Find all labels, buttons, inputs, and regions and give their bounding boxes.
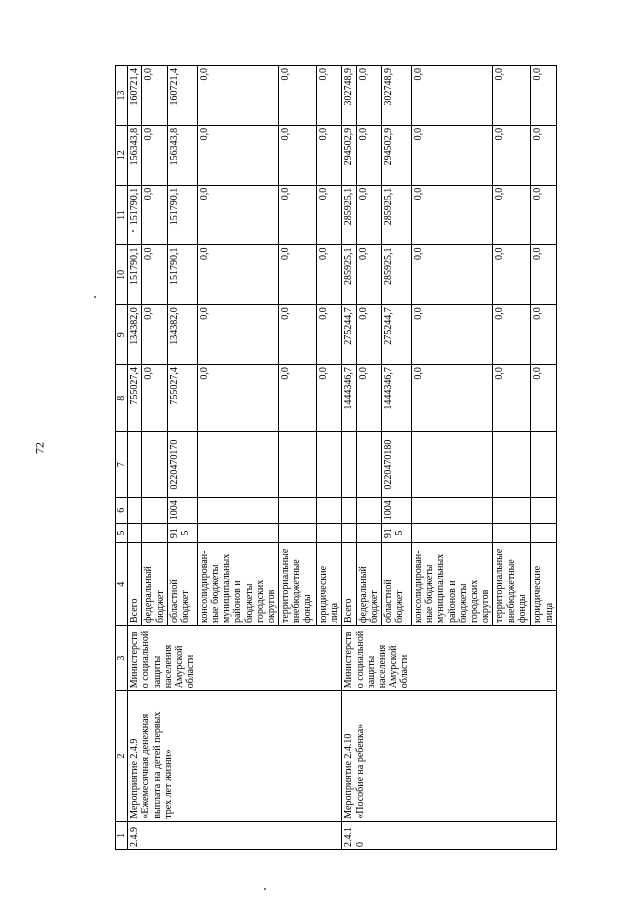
amount-cell: 0,0 bbox=[356, 185, 381, 245]
target-article-code bbox=[128, 432, 142, 497]
grbs-code bbox=[342, 523, 356, 543]
amount-cell: 0,0 bbox=[142, 66, 167, 126]
section-code: 1004 bbox=[382, 497, 412, 523]
header-cell: 10 bbox=[116, 245, 128, 305]
amount-cell: 0,0 bbox=[356, 305, 381, 365]
amount-cell: 0,0 bbox=[197, 185, 278, 245]
target-article-code bbox=[356, 432, 381, 497]
amount-cell: 0,0 bbox=[197, 125, 278, 185]
amount-cell: 0,0 bbox=[356, 66, 381, 126]
amount-cell: 302748,9 bbox=[342, 66, 356, 126]
section-code bbox=[531, 497, 556, 523]
amount-cell: 0,0 bbox=[279, 185, 317, 245]
amount-cell: 755027,4 bbox=[167, 365, 197, 432]
amount-cell: 0,0 bbox=[142, 365, 167, 432]
amount-cell: 0,0 bbox=[317, 245, 342, 305]
amount-cell: 0,0 bbox=[531, 365, 556, 432]
grbs-code: 915 bbox=[167, 523, 197, 543]
amount-cell: 160721,4 bbox=[167, 66, 197, 126]
amount-cell: 0,0 bbox=[493, 245, 531, 305]
amount-cell: 0,0 bbox=[493, 305, 531, 365]
amount-cell: 0,0 bbox=[279, 66, 317, 126]
amount-cell: 0,0 bbox=[531, 245, 556, 305]
amount-cell: 0,0 bbox=[279, 125, 317, 185]
section-code bbox=[128, 497, 142, 523]
table-row bbox=[128, 66, 142, 850]
funding-source: областной бюджет bbox=[382, 543, 412, 626]
amount-cell: 0,0 bbox=[197, 66, 278, 126]
section-code: 1004 bbox=[167, 497, 197, 523]
grbs-code bbox=[142, 523, 167, 543]
grbs-code bbox=[279, 523, 317, 543]
amount-cell: 0,0 bbox=[279, 365, 317, 432]
amount-cell: 0,0 bbox=[279, 305, 317, 365]
target-article-code bbox=[493, 432, 531, 497]
funding-source: консолидирован-ные бюджеты муниципальных районов и бюджеты городских округов bbox=[197, 543, 278, 626]
grbs-code bbox=[197, 523, 278, 543]
amount-cell: 0,0 bbox=[317, 125, 342, 185]
amount-cell: 0,0 bbox=[531, 185, 556, 245]
amount-cell: 0,0 bbox=[142, 305, 167, 365]
section-code bbox=[356, 497, 381, 523]
funding-source: территориальные внебюджетные фонды bbox=[493, 543, 531, 626]
amount-cell: 151790,1 bbox=[128, 185, 142, 245]
executor: Министерство социальной защиты населения Амурской области bbox=[128, 626, 342, 691]
amount-cell: 0,0 bbox=[356, 125, 381, 185]
amount-cell: 0,0 bbox=[493, 365, 531, 432]
amount-cell: 0,0 bbox=[142, 245, 167, 305]
amount-cell: 0,0 bbox=[356, 365, 381, 432]
rotated-table-container bbox=[115, 65, 555, 850]
amount-cell: 0,0 bbox=[412, 305, 493, 365]
amount-cell: 151790,1 bbox=[128, 245, 142, 305]
grbs-code bbox=[493, 523, 531, 543]
amount-cell: 0,0 bbox=[317, 305, 342, 365]
amount-cell: 285925,1 bbox=[382, 185, 412, 245]
amount-cell: 0,0 bbox=[531, 305, 556, 365]
header-cell: 7 bbox=[116, 432, 128, 497]
grbs-code bbox=[128, 523, 142, 543]
scan-speck bbox=[94, 296, 96, 298]
amount-cell: 285925,1 bbox=[342, 185, 356, 245]
executor: Министерство социальной защиты населения Амурской области bbox=[342, 626, 556, 691]
amount-cell: 160721,4 bbox=[128, 66, 142, 126]
amount-cell: 755027,4 bbox=[128, 365, 142, 432]
funding-source: территориальные внебюджетные фонды bbox=[279, 543, 317, 626]
amount-cell: 285925,1 bbox=[342, 245, 356, 305]
target-article-code bbox=[531, 432, 556, 497]
amount-cell: 0,0 bbox=[493, 66, 531, 126]
funding-source: юридические лица bbox=[531, 543, 556, 626]
amount-cell: 151790,1 bbox=[167, 245, 197, 305]
amount-cell: 0,0 bbox=[412, 245, 493, 305]
target-article-code bbox=[142, 432, 167, 497]
target-article-code bbox=[317, 432, 342, 497]
grbs-code bbox=[317, 523, 342, 543]
amount-cell: 285925,1 bbox=[382, 245, 412, 305]
section-code bbox=[412, 497, 493, 523]
grbs-code: 915 bbox=[382, 523, 412, 543]
target-article-code: 0220470170 bbox=[167, 432, 197, 497]
header-cell: 13 bbox=[116, 66, 128, 126]
amount-cell: 0,0 bbox=[356, 245, 381, 305]
header-cell: 11 bbox=[116, 185, 128, 245]
amount-cell: 0,0 bbox=[142, 125, 167, 185]
grbs-code bbox=[356, 523, 381, 543]
section-code bbox=[493, 497, 531, 523]
amount-cell: 275244,7 bbox=[342, 305, 356, 365]
amount-cell: 302748,9 bbox=[382, 66, 412, 126]
table-row bbox=[342, 66, 356, 850]
section-code bbox=[342, 497, 356, 523]
measure-name: Мероприятие 2.4.10 «Пособие на ребенка» bbox=[342, 691, 556, 821]
header-cell: 5 bbox=[116, 523, 128, 543]
amount-cell: 294502,9 bbox=[342, 125, 356, 185]
grbs-code bbox=[412, 523, 493, 543]
amount-cell: 294502,9 bbox=[382, 125, 412, 185]
header-cell: 3 bbox=[116, 626, 128, 691]
amount-cell: 0,0 bbox=[493, 125, 531, 185]
amount-cell: 0,0 bbox=[317, 185, 342, 245]
header-cell: 8 bbox=[116, 365, 128, 432]
header-cell: 2 bbox=[116, 691, 128, 821]
target-article-code bbox=[279, 432, 317, 497]
section-code bbox=[317, 497, 342, 523]
funding-source: юридические лица bbox=[317, 543, 342, 626]
amount-cell: 156343,8 bbox=[128, 125, 142, 185]
page-number: 72 bbox=[32, 442, 47, 454]
amount-cell: 0,0 bbox=[317, 365, 342, 432]
header-cell: 9 bbox=[116, 305, 128, 365]
amount-cell: 0,0 bbox=[317, 66, 342, 126]
section-code bbox=[279, 497, 317, 523]
amount-cell: 1444346,7 bbox=[382, 365, 412, 432]
amount-cell: 0,0 bbox=[531, 66, 556, 126]
measure-code: 2.4.9 bbox=[128, 821, 342, 849]
measure-code: 2.4.10 bbox=[342, 821, 556, 849]
header-cell: 6 bbox=[116, 497, 128, 523]
amount-cell: 151790,1 bbox=[167, 185, 197, 245]
header-cell: 12 bbox=[116, 125, 128, 185]
amount-cell: 134382,0 bbox=[128, 305, 142, 365]
header-row bbox=[116, 66, 128, 850]
header-cell: 4 bbox=[116, 543, 128, 626]
amount-cell: 134382,0 bbox=[167, 305, 197, 365]
funding-source: Всего bbox=[128, 543, 142, 626]
target-article-code bbox=[412, 432, 493, 497]
amount-cell: 0,0 bbox=[197, 245, 278, 305]
budget-table bbox=[115, 65, 557, 850]
amount-cell: 0,0 bbox=[197, 365, 278, 432]
amount-cell: 0,0 bbox=[412, 365, 493, 432]
amount-cell: 0,0 bbox=[412, 66, 493, 126]
amount-cell: 0,0 bbox=[493, 185, 531, 245]
funding-source: федеральный бюджет bbox=[356, 543, 381, 626]
amount-cell: 0,0 bbox=[412, 185, 493, 245]
measure-name: Мероприятие 2.4.9 «Ежемесячная денежная выплата на детей первых трех лет жизни» bbox=[128, 691, 342, 821]
amount-cell: 0,0 bbox=[279, 245, 317, 305]
grbs-code bbox=[531, 523, 556, 543]
target-article-code: 0220470180 bbox=[382, 432, 412, 497]
amount-cell: 156343,8 bbox=[167, 125, 197, 185]
amount-cell: 275244,7 bbox=[382, 305, 412, 365]
funding-source: Всего bbox=[342, 543, 356, 626]
amount-cell: 0,0 bbox=[197, 305, 278, 365]
header-cell: 1 bbox=[116, 821, 128, 849]
target-article-code bbox=[197, 432, 278, 497]
amount-cell: 0,0 bbox=[142, 185, 167, 245]
amount-cell: 0,0 bbox=[412, 125, 493, 185]
section-code bbox=[197, 497, 278, 523]
target-article-code bbox=[342, 432, 356, 497]
funding-source: областной бюджет bbox=[167, 543, 197, 626]
funding-source: консолидирован-ные бюджеты муниципальных районов и бюджеты городских округов bbox=[412, 543, 493, 626]
amount-cell: 0,0 bbox=[531, 125, 556, 185]
section-code bbox=[142, 497, 167, 523]
amount-cell: 1444346,7 bbox=[342, 365, 356, 432]
funding-source: федеральный бюджет bbox=[142, 543, 167, 626]
scan-speck bbox=[264, 888, 266, 890]
